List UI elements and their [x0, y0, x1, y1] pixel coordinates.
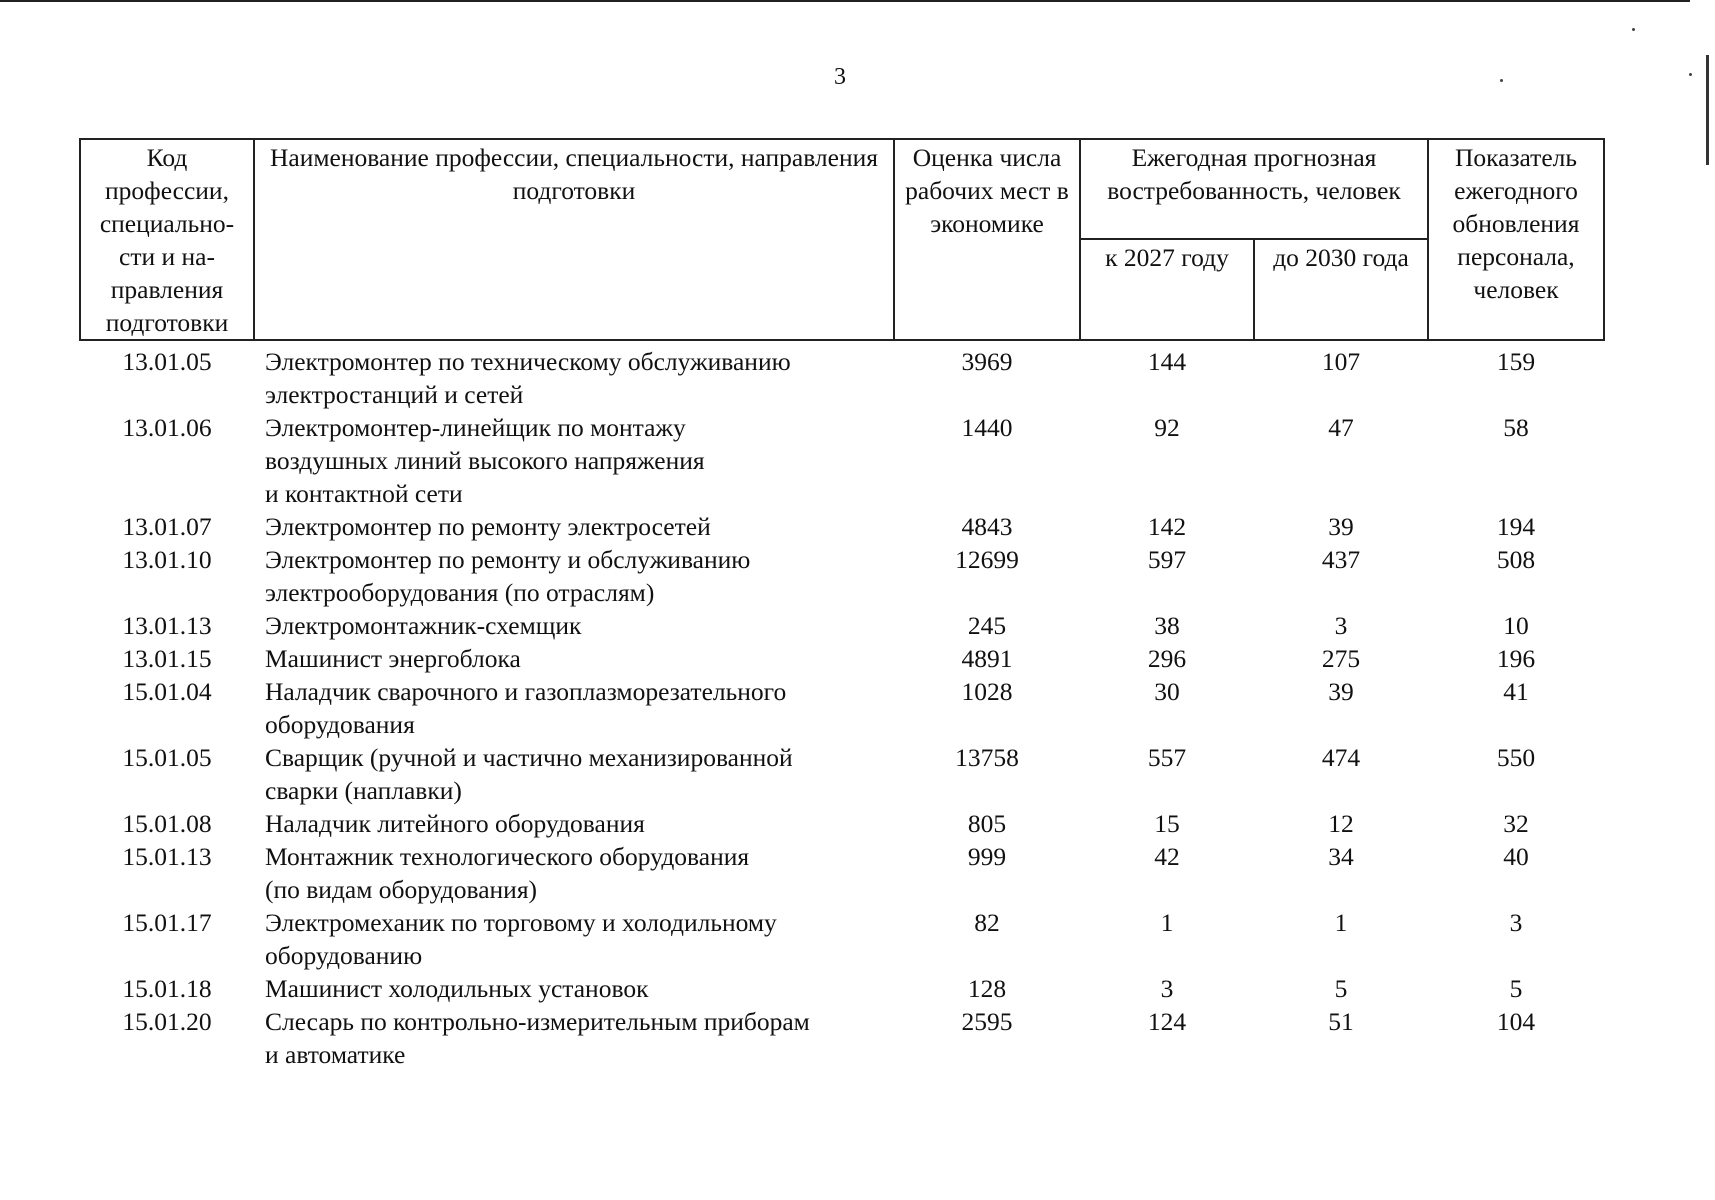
table-row: [80, 741, 1604, 807]
profession-demand-table: [79, 138, 1605, 1071]
cell-code: 13.01.15: [122, 644, 212, 673]
header-demand-2030: до 2030 года: [1254, 239, 1428, 340]
cell-jobs: 1440: [961, 413, 1013, 442]
cell-demand-2027: 3: [1160, 974, 1174, 1003]
cell-demand-2027: 124: [1147, 1007, 1187, 1036]
header-demand: Ежегодная прогнозная востребованность, человек: [1080, 139, 1428, 239]
cell-demand-2030: 275: [1321, 644, 1361, 673]
cell-demand-2030: 12: [1328, 809, 1354, 838]
cell-renewal: 5: [1509, 974, 1523, 1003]
cell-code: 15.01.18: [122, 974, 212, 1003]
cell-demand-2027: 30: [1154, 677, 1180, 706]
cell-name: Машинист энергоблока: [265, 644, 521, 673]
cell-demand-2027: 1: [1160, 908, 1174, 937]
table-row: [80, 609, 1604, 642]
cell-code: 15.01.08: [122, 809, 212, 838]
cell-renewal: 508: [1496, 545, 1536, 574]
cell-code: 15.01.05: [122, 743, 212, 772]
cell-renewal: 58: [1503, 413, 1529, 442]
cell-demand-2027: 92: [1154, 413, 1180, 442]
cell-demand-2030: 437: [1321, 545, 1361, 574]
cell-code: 13.01.10: [122, 545, 212, 574]
cell-jobs: 1028: [961, 677, 1013, 706]
table-row: [80, 340, 1604, 411]
cell-name: Электромеханик по торговому и холодильному оборудованию: [265, 908, 777, 970]
cell-renewal: 10: [1503, 611, 1529, 640]
cell-name: Наладчик сварочного и газоплазморезательного оборудования: [265, 677, 787, 739]
cell-renewal: 194: [1496, 512, 1536, 541]
cell-code: 13.01.06: [122, 413, 212, 442]
cell-name: Наладчик литейного оборудования: [265, 809, 645, 838]
header-demand-2027: к 2027 году: [1080, 239, 1254, 340]
cell-demand-2027: 142: [1147, 512, 1187, 541]
header-renewal: Показатель ежегодного обновления персонала, человек: [1428, 139, 1604, 340]
table-row: [80, 642, 1604, 675]
page-number: 3: [834, 64, 846, 90]
table-row: [80, 972, 1604, 1005]
cell-demand-2030: 34: [1328, 842, 1354, 871]
cell-code: 15.01.13: [122, 842, 212, 871]
cell-demand-2030: 1: [1334, 908, 1348, 937]
cell-jobs: 3969: [961, 347, 1013, 376]
scan-speck: [1689, 73, 1692, 76]
table-row: [80, 411, 1604, 510]
cell-demand-2030: 5: [1334, 974, 1348, 1003]
cell-jobs: 999: [967, 842, 1007, 871]
cell-demand-2030: 39: [1328, 677, 1354, 706]
cell-demand-2027: 557: [1147, 743, 1187, 772]
cell-name: Электромонтажник-схемщик: [265, 611, 582, 640]
table-row: [80, 807, 1604, 840]
cell-jobs: 805: [967, 809, 1007, 838]
cell-code: 15.01.17: [122, 908, 212, 937]
cell-name: Электромонтер по техническому обслуживанию электростанций и сетей: [265, 347, 791, 409]
cell-code: 15.01.04: [122, 677, 212, 706]
cell-code: 13.01.13: [122, 611, 212, 640]
cell-code: 13.01.07: [122, 512, 212, 541]
cell-renewal: 41: [1503, 677, 1529, 706]
cell-demand-2027: 38: [1154, 611, 1180, 640]
header-jobs: Оценка числа рабочих мест в экономике: [894, 139, 1080, 340]
cell-renewal: 40: [1503, 842, 1529, 871]
table-row: [80, 510, 1604, 543]
cell-jobs: 245: [967, 611, 1007, 640]
table-row: [80, 675, 1604, 741]
cell-jobs: 4843: [961, 512, 1013, 541]
cell-jobs: 82: [974, 908, 1000, 937]
table-row: [80, 840, 1604, 906]
cell-demand-2030: 51: [1328, 1007, 1354, 1036]
scan-speck: [1632, 28, 1635, 31]
cell-jobs: 13758: [955, 743, 1019, 772]
cell-renewal: 104: [1496, 1007, 1536, 1036]
cell-name: Электромонтер по ремонту и обслуживанию электрооборудования (по отраслям): [265, 545, 751, 607]
cell-name: Монтажник технологического оборудования (по видам оборудования): [265, 842, 750, 904]
cell-renewal: 32: [1503, 809, 1529, 838]
cell-name: Сварщик (ручной и частично механизированной сварки (наплавки): [265, 743, 793, 805]
table-row: [80, 906, 1604, 972]
cell-code: 13.01.05: [122, 347, 212, 376]
cell-demand-2030: 47: [1328, 413, 1354, 442]
cell-demand-2027: 296: [1147, 644, 1187, 673]
cell-demand-2027: 597: [1147, 545, 1187, 574]
cell-name: Машинист холодильных установок: [265, 974, 649, 1003]
cell-renewal: 196: [1496, 644, 1536, 673]
table-row: [80, 1005, 1604, 1071]
cell-demand-2027: 42: [1154, 842, 1180, 871]
cell-jobs: 128: [967, 974, 1007, 1003]
table-body: [80, 340, 1604, 1071]
cell-renewal: 3: [1509, 908, 1523, 937]
cell-demand-2030: 107: [1321, 347, 1361, 376]
cell-demand-2030: 3: [1334, 611, 1348, 640]
right-edge-mark: [1706, 55, 1709, 165]
header-code: Код профессии, специально-сти и на-правления подготовки: [80, 139, 254, 340]
table-row: [80, 543, 1604, 609]
cell-jobs: 4891: [961, 644, 1013, 673]
cell-name: Слесарь по контрольно-измерительным приборам и автоматике: [265, 1007, 810, 1069]
cell-code: 15.01.20: [122, 1007, 212, 1036]
cell-demand-2027: 15: [1154, 809, 1180, 838]
cell-name: Электромонтер-линейщик по монтажу воздушных линий высокого напряжения и контактной сети: [265, 413, 705, 508]
cell-demand-2030: 39: [1328, 512, 1354, 541]
cell-demand-2030: 474: [1321, 743, 1361, 772]
cell-jobs: 12699: [955, 545, 1019, 574]
cell-demand-2027: 144: [1147, 347, 1187, 376]
cell-renewal: 159: [1496, 347, 1536, 376]
cell-name: Электромонтер по ремонту электросетей: [265, 512, 711, 541]
cell-jobs: 2595: [961, 1007, 1013, 1036]
top-border-line: [0, 0, 1690, 2]
header-name: Наименование профессии, специальности, направления подготовки: [254, 139, 894, 340]
table-header: [80, 139, 1604, 340]
cell-renewal: 550: [1496, 743, 1536, 772]
